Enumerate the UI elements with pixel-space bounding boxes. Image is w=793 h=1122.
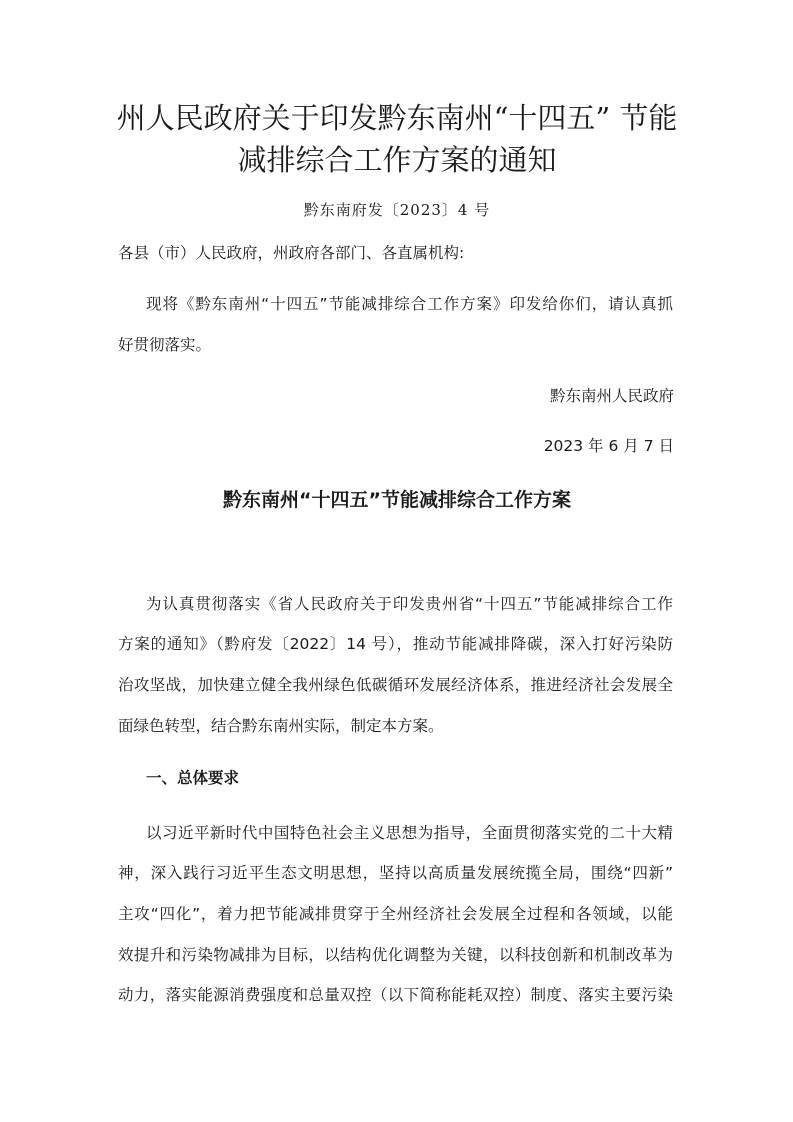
notice-line-1: 现将《黔东南州“十四五”节能减排综合工作方案》印发给你们，请认真抓 xyxy=(146,295,673,313)
addressee: 各县（市）人民政府，州政府各部门、各直属机构: xyxy=(118,244,465,262)
plan-title: 黔东南州“十四五”节能减排综合工作方案 xyxy=(223,489,571,511)
notice-line-2: 好贯彻落实。 xyxy=(118,336,212,354)
issuer-signature: 黔东南州人民政府 xyxy=(549,387,674,405)
document-title-line-2: 减排综合工作方案的通知 xyxy=(237,143,557,177)
document-title-line-1: 州人民政府关于印发黔东南州“十四五” 节能 xyxy=(116,101,678,135)
section-1-line-2: 神，深入践行习近平生态文明思想，坚持以高质量发展统揽全局，围绕“四新” xyxy=(118,864,673,882)
section-1-line-5: 动力，落实能源消费强度和总量双控（以下简称能耗双控）制度、落实主要污染 xyxy=(118,986,673,1004)
intro-line-2: 方案的通知》（黔府发〔2022〕14 号），推动节能减排降碳，深入打好污染防 xyxy=(118,635,673,653)
intro-line-4: 面绿色转型，结合黔东南州实际，制定本方案。 xyxy=(118,717,444,735)
section-1-line-4: 效提升和污染物减排为目标，以结构优化调整为关键，以科技创新和机制改革为 xyxy=(118,946,673,964)
document-number: 黔东南府发〔2023〕4 号 xyxy=(303,201,491,219)
section-1-line-3: 主攻“四化”，着力把节能减排贯穿于全州经济社会发展全过程和各领域，以能 xyxy=(118,905,673,923)
issue-date: 2023 年 6 月 7 日 xyxy=(543,437,674,455)
section-1-heading: 一、总体要求 xyxy=(146,769,240,787)
intro-line-1: 为认真贯彻落实《省人民政府关于印发贵州省“十四五”节能减排综合工作 xyxy=(146,595,673,613)
intro-line-3: 治攻坚战，加快建立健全我州绿色低碳循环发展经济体系，推进经济社会发展全 xyxy=(118,676,673,694)
section-1-line-1: 以习近平新时代中国特色社会主义思想为指导，全面贯彻落实党的二十大精 xyxy=(146,824,673,842)
